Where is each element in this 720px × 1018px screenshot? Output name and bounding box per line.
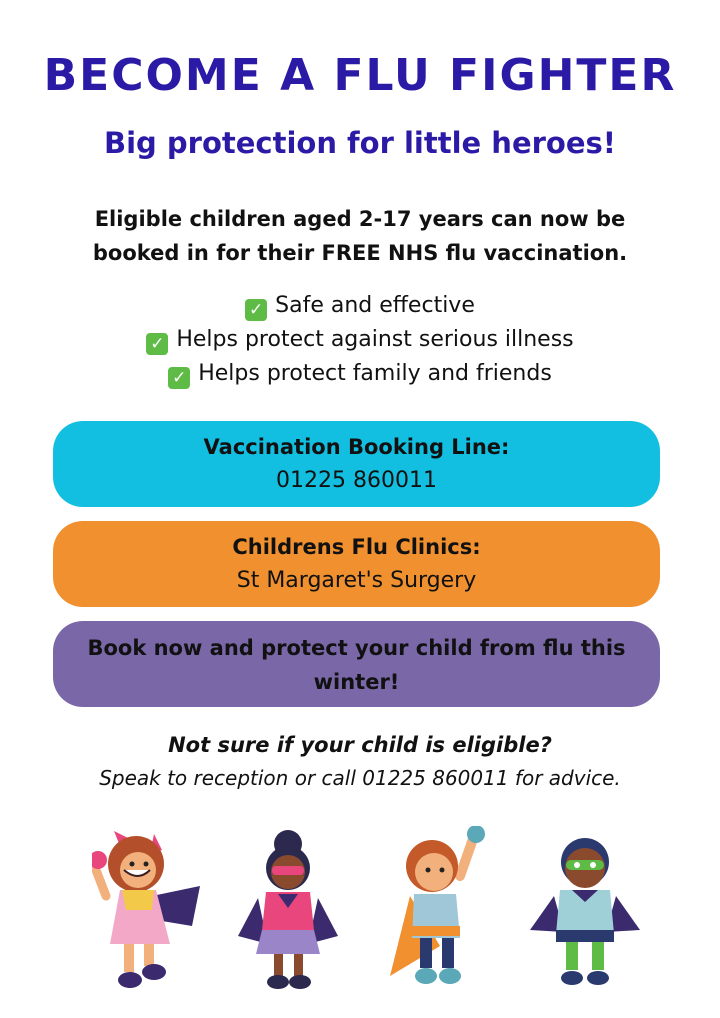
benefit-label: Helps protect family and friends [198, 361, 552, 386]
eligibility-question: Not sure if your child is eligible? [168, 733, 552, 757]
superhero-boy-flying-illustration [390, 826, 500, 996]
benefit-label: Safe and effective [275, 293, 475, 318]
check-mark-icon: ✓ [245, 299, 267, 321]
superhero-boy-mask-illustration [530, 826, 640, 996]
advice-text: Speak to reception or call 01225 860011 for advice. [99, 766, 621, 790]
benefits-list [0, 289, 720, 391]
clinics-label: Childrens Flu Clinics: [232, 535, 481, 559]
booking-line-label: Vaccination Booking Line: [203, 435, 510, 459]
check-mark-icon: ✓ [146, 333, 168, 355]
check-mark-icon: ✓ [168, 367, 190, 389]
booking-line-number: 01225 860011 [276, 468, 437, 493]
clinics-panel [53, 521, 660, 607]
benefit-item [0, 357, 720, 391]
clinics-location: St Margaret's Surgery [236, 568, 477, 593]
benefit-label: Helps protect against serious illness [176, 327, 574, 352]
poster-subtitle: Big protection for little heroes! [103, 126, 617, 160]
poster-title: BECOME A FLU FIGHTER [43, 50, 677, 101]
superhero-girl-illustration [92, 826, 212, 996]
benefit-item [0, 289, 720, 323]
call-to-action-text: Book now and protect your child from flu this winter! [87, 636, 626, 694]
booking-line-panel [53, 421, 660, 507]
benefit-item [0, 323, 720, 357]
eligibility-text: Eligible children aged 2-17 years can now be booked in for their FREE NHS flu vaccination. [92, 207, 628, 265]
superhero-girl-cape-illustration [238, 826, 338, 996]
call-to-action-panel [53, 621, 660, 707]
